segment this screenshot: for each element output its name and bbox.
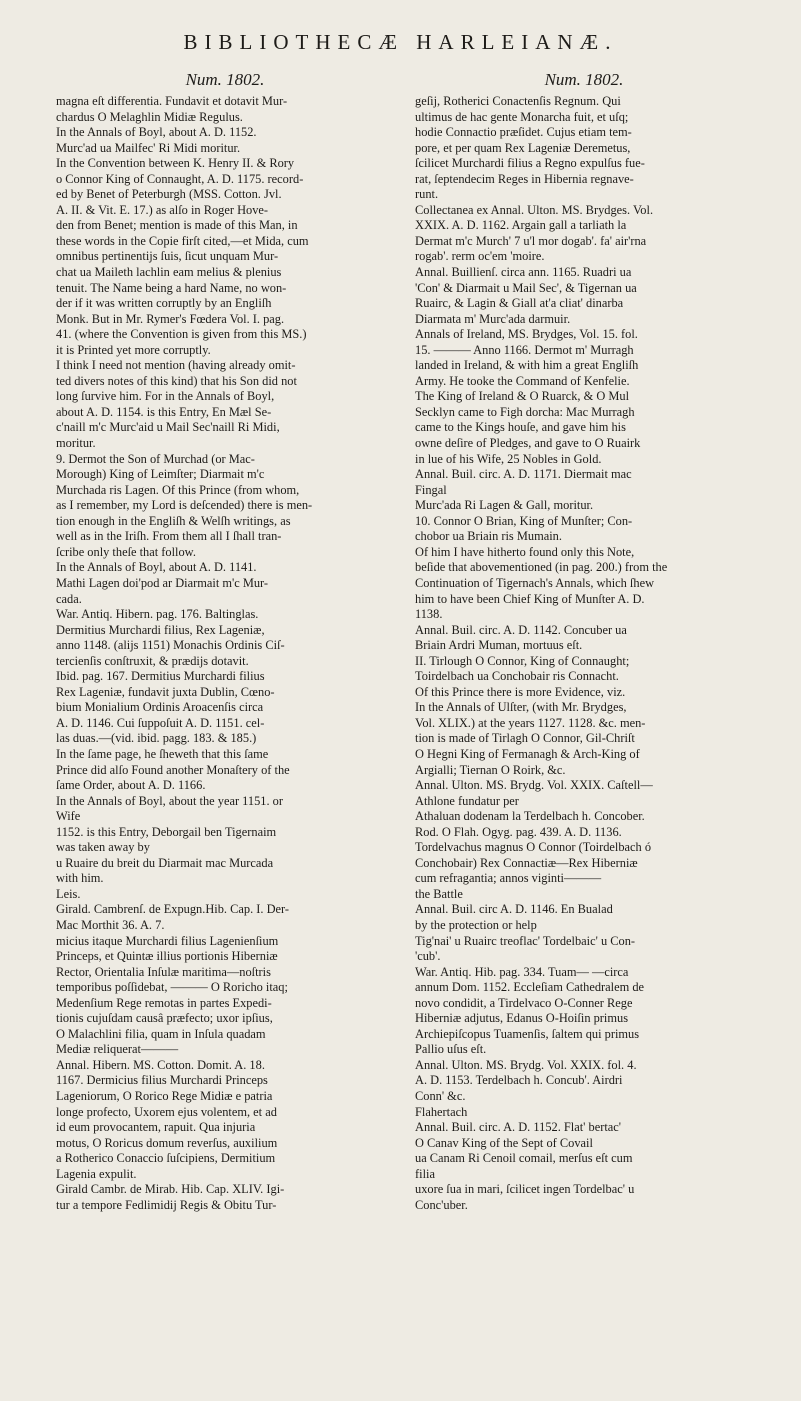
right-column bbox=[415, 70, 753, 1213]
left-column-heading: Num. 1802. bbox=[185, 70, 265, 89]
page-header: BIBLIOTHECÆ HARLEIANÆ. bbox=[183, 30, 618, 54]
right-column-text: geſij, Rotherici Conactenſis Regnum. Qui ultimus de hac gente Monarcha fuit, et uſq; hodie Connactio præſidet. Cujus etiam tem- pore, et per quam Rex Lageniæ Deremetus, ſcilicet Murchardi filius a Regno expulſus fue- rat, ſeptendecim Reges in Hibernia regnave- runt. Collectanea ex Annal. Ulton. MS. Brydges. Vol. XXIX. A. D. 1162. Argain gall a tarliath la Dermat m'c Murch' 7 u'l mor dogab'. fa' air'rna rogab'. rerm oc'em 'moire. Annal. Buillienſ. circa ann. 1165. Ruadri ua 'Con' & Diarmait u Mail Sec', & Tigernan ua Ruairc, & Lagin & Giall at'a cliat' dinarba Diarmata m' Murc'ada darmuir. Annals of Ireland, MS. Brydges, Vol. 15. fol. 15. ——— Anno 1166. Dermot m' Murragh landed in Ireland, & with him a great Engliſh Army. He tooke the Command of Kenfelie. The King of Ireland & O Ruarck, & O Mul Secklyn came to Figh dorcha: Mac Murragh came to the Kings houſe, and gave him his owne deſire of Pledges, and gave to O Ruairk in lue of his Wife, 25 Nobles in Gold. Annal. Buil. circ. A. D. 1171. Diermait mac Fingal Murc'ada Ri Lagen & Gall, moritur. 10. Connor O Brian, King of Munſter; Con- chobor ua Briain ris Mumain. Of him I have hitherto found only this Note, beſide that abovementioned (in pag. 200.) from the Continuation of Tigernach's Annals, which ſhew him to have been Chief King of Munſter A. D. 1138. Annal. Buil. circ. A. D. 1142. Concuber ua Briain Ardri Muman, mortuus eſt. II. Tirlough O Connor, King of Connaught; Toirdelbach ua Conchobair ris Connacht. Of this Prince there is more Evidence, viz. In the Annals of Ulſter, (with Mr. Brydges, Vol. XLIX.) at the years 1127. 1128. &c. men- tion is made of Tirlagh O Connor, Gil-Chriſt O Hegni King of Fermanagh & Arch-King of Argialli; Tiernan O Roirk, &c. Annal. Ulton. MS. Brydg. Vol. XXIX. Caſtell— Athlone fundatur per Athaluan dodenam la Terdelbach h. Concober. Rod. O Flah. Ogyg. pag. 439. A. D. 1136. Tordelvachus magnus O Connor (Toirdelbach ó Conchobair) Rex Connactiæ—Rex Hiberniæ cum refragantia; annos viginti——— the Battle Annal. Buil. circ A. D. 1146. En Bualad by the protection or help Tig'nai' u Ruairc treoflac' Tordelbaic' u Con- 'cub'. War. Antiq. Hib. pag. 334. Tuam— —circa annum Dom. 1152. Eccleſiam Cathedralem de novo condidit, a Tirdelvaco O-Conner Rege Hiberniæ adjutus, Edanus O-Hoiſin primus Archiepiſcopus Tuamenſis, ſaltem qui primus Pallio uſus eſt. Annal. Ulton. MS. Brydg. Vol. XXIX. fol. 4. A. D. 1153. Terdelbach h. Concub'. Airdri Conn' &c. Flahertach Annal. Buil. circ. A. D. 1152. Flat' bertac' O Canav King of the Sept of Covail ua Canam Ri Cenoil comail, merſus eſt cum filia uxore ſua in mari, ſcilicet ingen Tordelbac' u Conc'uber. bbox=[415, 94, 668, 1212]
left-column-text: magna eſt differentia. Fundavit et dotavit Mur- chardus O Melaghlin Midiæ Regulus. In the Annals of Boyl, about A. D. 1152. Murc'ad ua Mailfec' Ri Midi moritur. In the Convention between K. Henry II. & Rory o Connor King of Connaught, A. D. 1175. record- ed by Benet of Peterburgh (MSS. Cotton. Jvl. A. II. & Vit. E. 17.) as alſo in Roger Hove- den from Benet; mention is made of this Man, in these words in the Copie firſt cited,—et Mida, cum omnibus pertinentijs ſuis, ſicut unquam Mur- chat ua Maileth lachlin eam melius & plenius tenuit. The Name being a hard Name, no won- der if it was written corruptly by an Engliſh Monk. But in Mr. Rymer's Fœdera Vol. I. pag. 41. (where the Convention is given from this MS.) it is Printed yet more corruptly. I think I need not mention (having already omit- ted divers notes of this kind) that his Son did not long ſurvive him. For in the Annals of Boyl, about A. D. 1154. is this Entry, En Mæl Se- c'naill m'c Murc'aid u Mail Sec'naill Ri Midi, moritur. 9. Dermot the Son of Murchad (or Mac- Morough) King of Leimſter; Diarmait m'c Murchada ris Lagen. Of this Prince (from whom, as I remember, my Lord is deſcended) there is men- tion enough in the Engliſh & Welſh writings, as well as in the Iriſh. From them all I ſhall tran- ſcribe only theſe that follow. In the Annals of Boyl, about A. D. 1141. Mathi Lagen doi'pod ar Diarmait m'c Mur- cada. War. Antiq. Hibern. pag. 176. Baltinglas. Dermitius Murchardi filius, Rex Lageniæ, anno 1148. (alijs 1151) Monachis Ordinis Ciſ- tercienſis conſtruxit, & prædijs dotavit. Ibid. pag. 167. Dermitius Murchardi filius Rex Lageniæ, fundavit juxta Dublin, Cœno- bium Monialium Ordinis Aroacenſis circa A. D. 1146. Cui ſuppoſuit A. D. 1151. cel- las duas.—(vid. ibid. pagg. 183. & 185.) In the ſame page, he ſheweth that this ſame Prince did alſo Found another Monaſtery of the ſame Order, about A. D. 1166. In the Annals of Boyl, about the year 1151. or Wife 1152. is this Entry, Deborgail ben Tigernaim was taken away by u Ruaire du breit du Diarmait mac Murcada with him. Leis. Girald. Cambrenſ. de Expugn.Hib. Cap. I. Der- Mac Morthit 36. A. 7. micius itaque Murchardi filius Lagenienſium Princeps, et Quintæ illius portionis Hiberniæ Rector, Orientalia Inſulæ maritima—noſtris temporibus poſſidebat, ——— O Roricho itaq; Medenſium Rege remotas in partes Expedi- tionis cujuſdam causâ præfecto; uxor ipſius, O Malachlini filia, quam in Inſula quadam Mediæ reliquerat——— Annal. Hibern. MS. Cotton. Domit. A. 18. 1167. Dermicius filius Murchardi Princeps Lageniorum, O Rorico Rege Midiæ e patria longe profecto, Uxorem ejus volentem, et ad id eum provocantem, rapuit. Qua injuria motus, O Roricus domum reverſus, auxilium a Rotherico Conaccio ſuſcipiens, Dermitium Lagenia expulit. Girald Cambr. de Mirab. Hib. Cap. XLIV. Igi- tur a tempore Fedlimidij Regis & Obitu Tur- bbox=[56, 94, 313, 1212]
left-column bbox=[56, 70, 394, 1213]
right-column-heading: Num. 1802. bbox=[544, 70, 624, 89]
